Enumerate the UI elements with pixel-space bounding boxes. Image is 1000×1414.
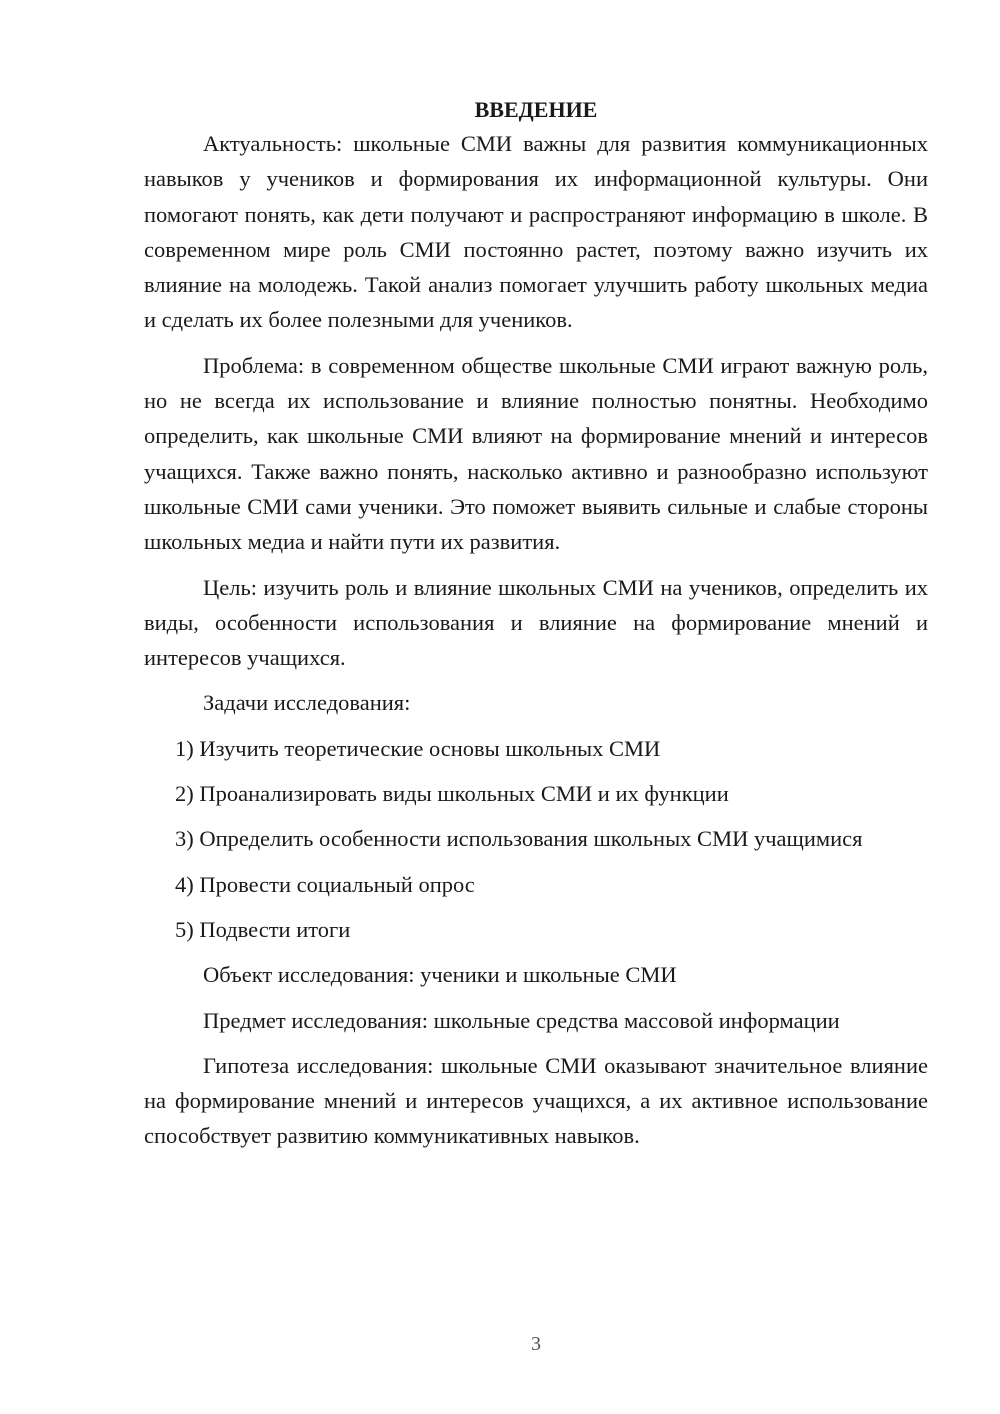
paragraph-object: Объект исследования: ученики и школьные СМИ — [203, 962, 677, 988]
page-number: 3 — [531, 1333, 541, 1355]
task-item-5: 5) Подвести итоги — [175, 916, 351, 942]
paragraph-relevance: Актуальность: школьные СМИ важны для развития коммуникационных навыков у учеников и формирования их информационной культуры. Они помогают понять, как дети получают и распространяют информацию в школе. В современном мире роль СМИ постоянно растет, поэтому важно изучить их влияние на молодежь. Такой анализ помогает улучшить работу школьных медиа и сделать их более полезными для учеников. — [144, 131, 928, 333]
paragraph-hypothesis: Гипотеза исследования: школьные СМИ оказывают значительное влияние на формирование мнений и интересов учащихся, а их активное использование способствует развитию коммуникативных навыков. — [144, 1052, 928, 1149]
paragraph-goal: Цель: изучить роль и влияние школьных СМИ на учеников, определить их виды, особенности использования и влияние на формирование мнений и интересов учащихся. — [144, 574, 928, 671]
paragraph-problem: Проблема: в современном обществе школьные СМИ играют важную роль, но не всегда их использование и влияние полностью понятны. Необходимо определить, как школьные СМИ влияют на формирование мнений и интересов учащихся. Также важно понять, насколько активно и разнообразно используют школьные СМИ сами ученики. Это поможет выявить сильные и слабые стороны школьных медиа и найти пути их развития. — [144, 352, 928, 555]
task-item-2: 2) Проанализировать виды школьных СМИ и их функции — [175, 781, 729, 807]
task-item-4: 4) Провести социальный опрос — [175, 871, 475, 897]
paragraph-subject: Предмет исследования: школьные средства массовой информации — [203, 1007, 840, 1033]
task-item-3: 3) Определить особенности использования школьных СМИ учащимися — [175, 826, 863, 852]
page-title: ВВЕДЕНИЕ — [474, 97, 598, 122]
task-item-1: 1) Изучить теоретические основы школьных СМИ — [175, 735, 661, 761]
tasks-heading: Задачи исследования: — [203, 690, 411, 716]
